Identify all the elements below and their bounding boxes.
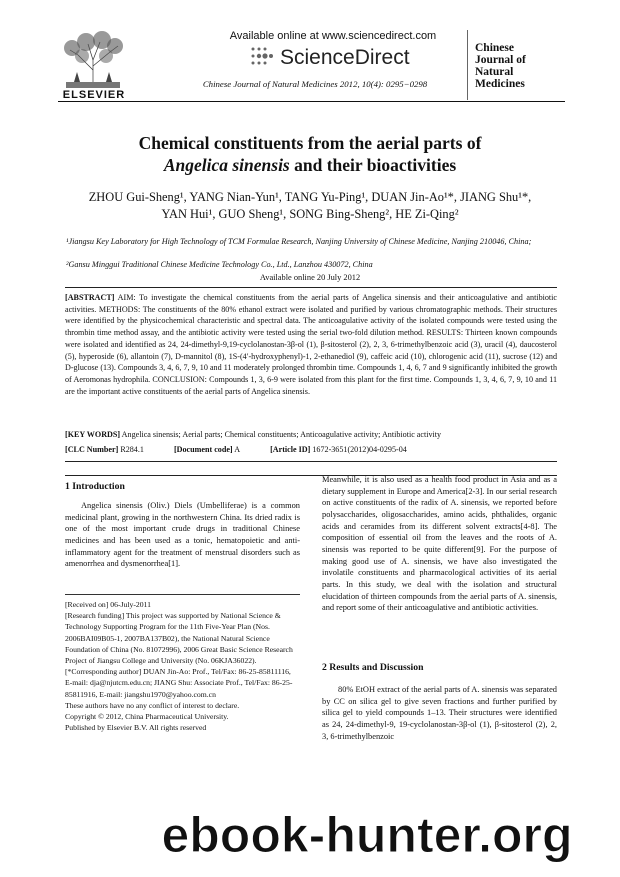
footnote-corresponding[interactable]: [*Corresponding author] DUAN Jin-Ao: Prof., Tel/Fax: 86-25-85811116, E-mail: dja@njutcm.edu.cn; JIANG Shu: Associate Prof., Tel/Fax: 86-25-85811916, E-mail: jiangshu1970@yahoo.com.cn — [65, 667, 293, 699]
keywords-label: [KEY WORDS] — [65, 430, 121, 439]
abstract-bottom-rule — [65, 461, 557, 462]
journal-title-line: Natural — [475, 66, 514, 78]
article-title-line-2 — [60, 155, 560, 176]
footnotes — [65, 599, 300, 733]
sciencedirect-dots-icon — [249, 45, 275, 67]
author-list-line-1: ZHOU Gui-Sheng¹, YANG Nian-Yun¹, TANG Yu-Ping¹, DUAN Jin-Ao¹*, JIANG Shu¹*, — [88, 190, 532, 204]
introduction-paragraph: Angelica sinensis (Oliv.) Diels (Umbelliferae) is a common medicinal plant, growing in the northwestern China. Its dried radix is one of the most important crude drugs in traditional Chinese medicines and has been used as a tonic, hematopoietic and anti-inflammatory agent for the treatment of menstrual disorders such as amenorrhea and dysmenorrhea[1]. — [65, 501, 300, 569]
species-name: Angelica sinensis — [163, 155, 290, 175]
footnote-published: Published by Elsevier B.V. All rights reserved — [65, 723, 207, 733]
abstract-top-rule — [65, 287, 557, 288]
doccode-value: A — [234, 445, 241, 454]
keywords-text: Angelica sinensis; Aerial parts; Chemical constituents; Anticoagulative activity; Antibiotic activity — [121, 430, 442, 439]
journal-title-line: Medicines — [475, 78, 525, 90]
keywords — [65, 429, 557, 441]
clc-value: R284.1 — [120, 445, 144, 454]
section-heading-introduction: 1 Introduction — [65, 481, 125, 492]
author-list-line-2: YAN Hui¹, GUO Sheng¹, SONG Bing-Sheng², HE Zi-Qing² — [161, 207, 459, 221]
abstract-label: [ABSTRACT] — [65, 293, 115, 302]
introduction-continued-paragraph: Meanwhile, it is also used as a health food product in Asia and as a dietary supplement in Europe and America[2-3]. In our serial research on active constituents of the radix of A. sinensis, we reported before polysaccharides, oligosaccharides, amino acids, phthalides, organic acids and ceramides from its different solvent extracts[4-8]. The composition of essential oil from the leaves and the roots of A. sinensis was reported to be quite different[9]. For the purpose of making good use of A. sinensis, we have also investigated the involatile constituents and pharmacological activities of its aerial parts. In this study, we deal with the isolation and structural elucidation of thirteen compounds from the aerial parts of A. sinensis, and report some of their anticoagulative and antibiotic activities. — [322, 475, 557, 613]
watermark — [132, 800, 602, 870]
footnote-funding: [Research funding] This project was supported by National Science & Technology Supporting Program for the 11th Five-Year Plan (Nos. 2006BAI09B05-1, 2007BA137B02), the National Natural Science Foundation of China (No. 81072996), 2006 Great Basic Science Research Project of Jiangsu College and University (No. 06KJA36022). — [65, 611, 293, 666]
clc-label: [CLC Number] — [65, 445, 119, 454]
publisher-name: ELSEVIER — [62, 89, 126, 101]
footnote-copyright: Copyright © 2012, China Pharmaceutical University. — [65, 712, 229, 722]
section-heading-results: 2 Results and Discussion — [322, 662, 424, 673]
article-id-value: 1672-3651(2012)04-0295-04 — [312, 445, 407, 454]
title-rest: and their bioactivities — [289, 155, 457, 175]
journal-citation: Chinese Journal of Natural Medicines 2012, 10(4): 0295−0298 — [202, 79, 428, 89]
header-divider — [58, 101, 565, 102]
footnote-rule — [65, 594, 300, 595]
article-id-label: [Article ID] — [270, 445, 311, 454]
available-online-line[interactable]: Available online at www.sciencedirect.com — [229, 30, 437, 42]
sciencedirect-wordmark: ScienceDirect — [280, 46, 410, 69]
results-paragraph: 80% EtOH extract of the aerial parts of A. sinensis was separated by CC on silica gel to give seven fractions and further purified by silica gel to yield compounds 1–13. Their structures were identified as 24, 24-dimethyl-9, 19-cyclolanostan-3β-ol (1), β-sitosterol (2), 2, 3, 6-trimethylbenzoic — [322, 685, 557, 741]
affiliation-1: ¹Jiangsu Key Laboratory for High Technology of TCM Formulae Research, Nanjing University of Chinese Medicine, Nanjing 210046, China; — [66, 237, 532, 246]
journal-title-line: Chinese — [475, 42, 514, 54]
abstract — [65, 292, 557, 397]
watermark-text: ebook-hunter.org — [161, 807, 573, 863]
journal-title — [475, 42, 526, 90]
footnote-conflict: These authors have no any conflict of interest to declare. — [65, 700, 240, 710]
affiliation-2: ²Gansu Minggui Traditional Chinese Medicine Technology Co., Ltd., Lanzhou 430072, China — [66, 260, 373, 269]
footnote-received: [Received on] 06-July-2011 — [65, 600, 151, 609]
available-online-date: Available online 20 July 2012 — [259, 273, 361, 282]
article-title-line-1: Chemical constituents from the aerial parts of — [138, 133, 482, 153]
journal-title-line: Journal of — [475, 54, 526, 66]
doccode-label: [Document code] — [173, 445, 233, 454]
abstract-text: AIM: To investigate the chemical constituents from the aerial parts of Angelica sinensis and their anticoagulative and antibiotic activities. METHODS: The constituents of the 80% ethanol extract were isolated and purified by various chromatographic methods. Their structures were identified by the physicochemical characteristic and spectral data. The anticoagulative activity of the isolated compounds were tested using the thrombin time method assay, and the antibiotic activity were tested using the serial two-fold dilution method. RESULTS: Thirteen known compounds were isolated and identified as 24, 24-dimethyl-9,19-cyclolanostan-3β-ol (1), β-sitosterol (2), 2, 3, 6-trimethylbenzoic acid (3), uracil (4), daucosterol (5), hyperoside (6), allantoin (7), D-mannitol (8), 1S-(4′-hydroxyphenyl)-1, 2-ethanediol (9), caffeic acid (10), chlorogenic acid (11), sucrose (12) and D-glucose (13). Compounds 3, 4, 6, 7, 9, 10 and 11 moderately prolonged thrombin time. Compounds 1, 4, 6, 7 and 9 significantly inhibited the growth of Aeromonas hydrophila. CONCLUSION: Compounds 1, 3, 6-9 were isolated from this plant for the first time. Compounds 1, 3, 4, 6, 7, 9, 10 and 11 are the important active constituents of the aerial parts of Angelica sinensis. — [65, 293, 558, 396]
classification-line — [65, 445, 557, 454]
